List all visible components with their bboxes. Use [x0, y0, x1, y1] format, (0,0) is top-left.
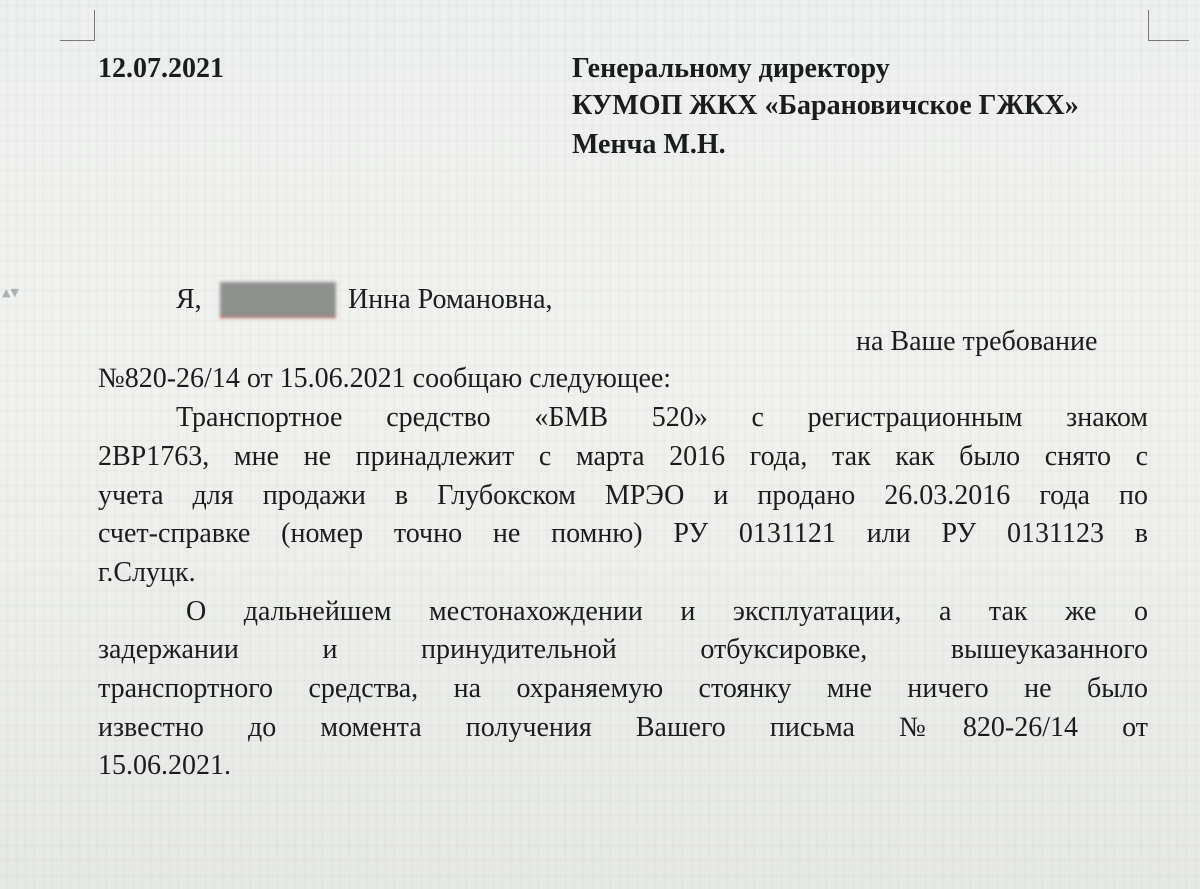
request-line: на Ваше требование [856, 326, 1098, 357]
recipient-title: Генеральному директору [572, 53, 890, 84]
recipient-name: Менча М.Н. [572, 129, 726, 160]
reference-line: №820-26/14 от 15.06.2021 сообщаю следующее: [98, 363, 672, 394]
letter-date: 12.07.2021 [98, 53, 224, 84]
paragraph1-line: г.Слуцк. [98, 557, 196, 588]
indent-marker-icon: ▲▼ [2, 286, 19, 299]
paragraph2-line: О дальнейшем местонахождении и эксплуатации, а так же о [186, 596, 1148, 627]
page-corner-mark-top-right [1148, 10, 1189, 41]
recipient-organization: КУМОП ЖКХ «Барановичское ГЖКХ» [572, 90, 1079, 121]
redacted-surname [220, 282, 336, 318]
paragraph2-line: известно до момента получения Вашего письма №820-26/14 от [98, 712, 1148, 743]
paragraph1-line: счет-справке (номер точно не помню) РУ 0131121 или РУ 0131123 в [98, 518, 1148, 549]
page-corner-mark-top-left [60, 10, 95, 41]
salutation-name: Инна Романовна, [348, 284, 553, 315]
paragraph1-line: 2ВР1763, мне не принадлежит с марта 2016 года, так как было снято с [98, 441, 1148, 472]
paragraph1-line: Транспортное средство «БМВ 520» с регистрационным знаком [176, 402, 1148, 433]
paragraph2-line: 15.06.2021. [98, 750, 231, 781]
salutation-prefix: Я, [176, 284, 202, 315]
paragraph2-line: транспортного средства, на охраняемую стоянку мне ничего не было [98, 673, 1148, 704]
paragraph1-line: учета для продажи в Глубокском МРЭО и продано 26.03.2016 года по [98, 480, 1148, 511]
paragraph2-line: задержании и принудительной отбуксировке, вышеуказанного [98, 634, 1148, 665]
